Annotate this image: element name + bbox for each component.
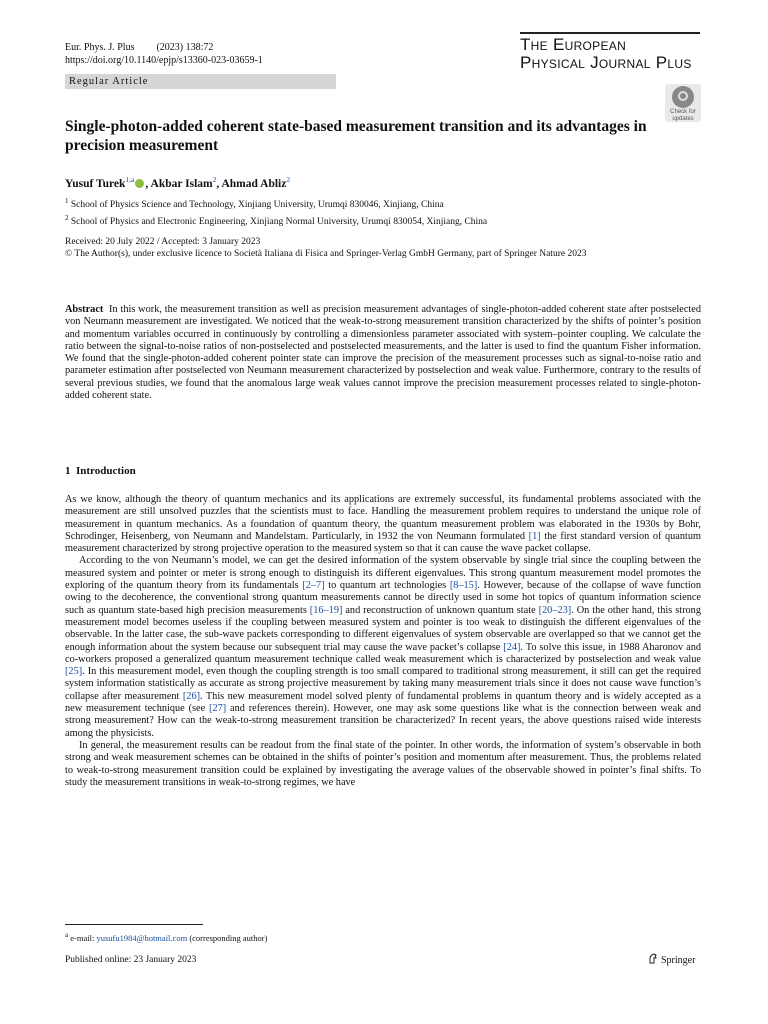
check-updates-icon (672, 86, 694, 108)
email-link[interactable]: yusufu1984@hotmail.com (96, 932, 188, 943)
abstract-text: In this work, the measurement transition as well as precision measurement advantages of single-photon-added coherent state after postselected von Neumann measurement are investigated. We noticed that the weak-to-strong measurement transition characterized by the shifts of pointer’s position and momentum variables occurred in continuously by controlling a dimensionless parameter associated with system–pointer coupling. We calculate the ratio between the signal-to-noise ratios of non-postselected and postselected measurements, and the latter is used to find the quantum Fisher information. We found that the single-photon-added coherent pointer state can improve the precision of the measurement processes such as signal-to-noise ratio and parameter estimation after postselected von Neumann measurement characterized by postselection and weak value. Furthermore, contrary to the results of several previous studies, we found that the anomalous large weak values cannot improve the precision measurement processes related to single-photon-added coherent state. (65, 304, 701, 402)
footnote: $^a$ e-mail: yusufu1984@hotmail.com (corresponding author) (65, 931, 268, 943)
journal-abbrev: Eur. Phys. J. Plus (65, 42, 135, 53)
body-text (65, 494, 701, 789)
publisher-logo (648, 953, 695, 966)
author-sup: 1,a (125, 175, 135, 184)
paragraph (65, 494, 701, 555)
paragraph-text: As we know, although the theory of quantum mechanics and its applications are extremely successful, its fundamental problems associated with the measurement are still unsolved puzzles that the scientists must to face. Handling the measurement problem requires to understand the unique role of measurement in quantum mechanics. As a foundation of quantum theory, the quantum measurement problem was elaborated in the 1930s by Bohr, Schrodinger, Heisenberg, von Neumann and Mandelstam. Particularly, in 1932 the von Neumann formulated (65, 494, 701, 542)
citation-link[interactable]: [27] (209, 703, 227, 715)
copyright-notice: © The Author(s), under exclusive licence to Società Italiana di Fisica and Springer-Verlag GmbH Germany, part of Springer Nature 2023 (65, 249, 587, 259)
author-list: Yusuf Turek$^{1,a}$ , Akbar Islam$^2$, Ahmad Abliz$^2$ (65, 175, 291, 190)
article-type-banner: Regular Article (65, 74, 336, 89)
author-sup: 2 (212, 175, 217, 184)
paragraph-text: . This new measurement model solved plenty of fundamental problems in quantum theory and is widely accepted as a new measurement technique (see (65, 690, 701, 715)
citation-link[interactable]: [20–23] (538, 604, 572, 616)
received-accepted: Received: 20 July 2022 / Accepted: 3 January 2023 (65, 237, 261, 247)
paragraph (65, 740, 701, 789)
paragraph (65, 555, 701, 739)
citation-link[interactable]: [2–7] (302, 580, 325, 592)
abstract (65, 304, 701, 402)
check-updates-label: Check for updates (670, 109, 696, 122)
journal-name-line1: The European (520, 35, 627, 54)
affiliation-item: $^2$ School of Physics and Electronic Engineering, Xinjiang Normal University, Urumqi 830054, Xinjiang, China (65, 213, 488, 227)
paragraph-text: . However, because of the collapse of wave function owing to the decoherence, the conventional strong quantum measurements cannot be directly used in some hot topics of quantum information science such as quantum state-based high precision measurements (65, 580, 701, 616)
paragraph-text: . To solve this issue, in 1988 Aharonov and co-workers proposed a generalized quantum measurement technique called weak measurement which is characterized by postselection and weak value (65, 641, 701, 665)
paragraph-text: and reconstruction of unknown quantum state (342, 604, 539, 616)
paper-title: Single-photon-added coherent state-based measurement transition and its advantages in precision measurement (65, 118, 647, 154)
author-name[interactable]: Ahmad Abliz (221, 177, 287, 190)
publisher-name: Springer (661, 955, 696, 966)
citation-link[interactable]: [8–15] (449, 580, 478, 592)
paragraph-text: . In this measurement model, even though the coupling strength is too small compared to traditional strong measurement, it still can get the required system information statistically as accurate as strong projective measurement by taking many measurement trials since it does not cause wave function’s collapse after measurement (65, 666, 701, 702)
citation-link[interactable]: [26] (182, 690, 201, 702)
doi-link[interactable]: https://doi.org/10.1140/epjp/s13360-023-03659-1 (65, 55, 263, 66)
published-date: Published online: 23 January 2023 (65, 955, 197, 965)
affiliation-item: $^1$ School of Physics Science and Technology, Xinjiang University, Urumqi 830046, Xinjiang, China (65, 197, 444, 211)
affiliations (65, 195, 487, 228)
citation-link[interactable]: [25] (65, 666, 83, 678)
paragraph-text: According to the von Neumann’s model, we can get the desired information of the system observable by single trial since the coupling between the measured system and pointer or meter is strong enough to distinguish its different eigenvalues. This strong quantum measurement model promotes the exploring of the quantum theory from its fundamentals (65, 555, 701, 592)
author-sup: 2 (286, 175, 291, 184)
author-name[interactable]: Akbar Islam (150, 177, 213, 190)
paragraph-text: and references therein). However, one may ask some questions like what is the connection between weak and strong measurement? How can the weak-to-strong measurement transition be characterized? In recent years, the above questions raised wide interests among the physicists. (65, 703, 701, 739)
section-heading: 1 Introduction (65, 465, 136, 477)
paragraph-text: . On the other hand, this strong measurement model becomes useless if the coupling between measured system and pointer is too weak to distinguish the different eigenvalues of the observable. In the latter case, the sub-wave packets corresponding to different eigenvalues of system observable are overlapped so that we cannot get the enough information about the system because our subsequent trial may cause the wave packet’s collapse (65, 604, 701, 653)
paragraph-text: the first standard version of quantum measurement characterized by strong projective operation to the measured system so that it can cause the wave packet collapse. (65, 530, 702, 555)
footnote-divider (65, 924, 203, 925)
journal-name-line2: Physical Journal Plus (520, 53, 692, 72)
citation-link[interactable]: [16–19] (309, 604, 343, 616)
springer-horse-icon (648, 953, 658, 964)
year-volume: (2023) 138:72 (156, 42, 214, 53)
citation-link[interactable]: [24] (503, 641, 521, 653)
journal-reference (65, 41, 263, 67)
journal-title (520, 32, 700, 72)
orcid-icon[interactable] (135, 179, 144, 188)
citation-link[interactable]: [1] (528, 530, 541, 542)
paragraph-text: to quantum art technologies (324, 580, 450, 592)
author-name[interactable]: Yusuf Turek (65, 177, 126, 190)
article-dates (65, 236, 586, 260)
check-for-updates-badge[interactable] (665, 84, 701, 122)
abstract-label: Abstract (65, 304, 104, 315)
paragraph-text: In general, the measurement results can be readout from the final state of the pointer. In other words, the information of system’s observable in both strong and weak measurement schemes can be obtained in the shifts of pointer’s position and momentum after measurement. Thus, the problems related to weak-to-strong measurement transition could be explained by investigating the average values of the observable showed in pointer’s final shifts. To study the measurement transitions in weak-to-strong regimes, we have (65, 739, 701, 788)
